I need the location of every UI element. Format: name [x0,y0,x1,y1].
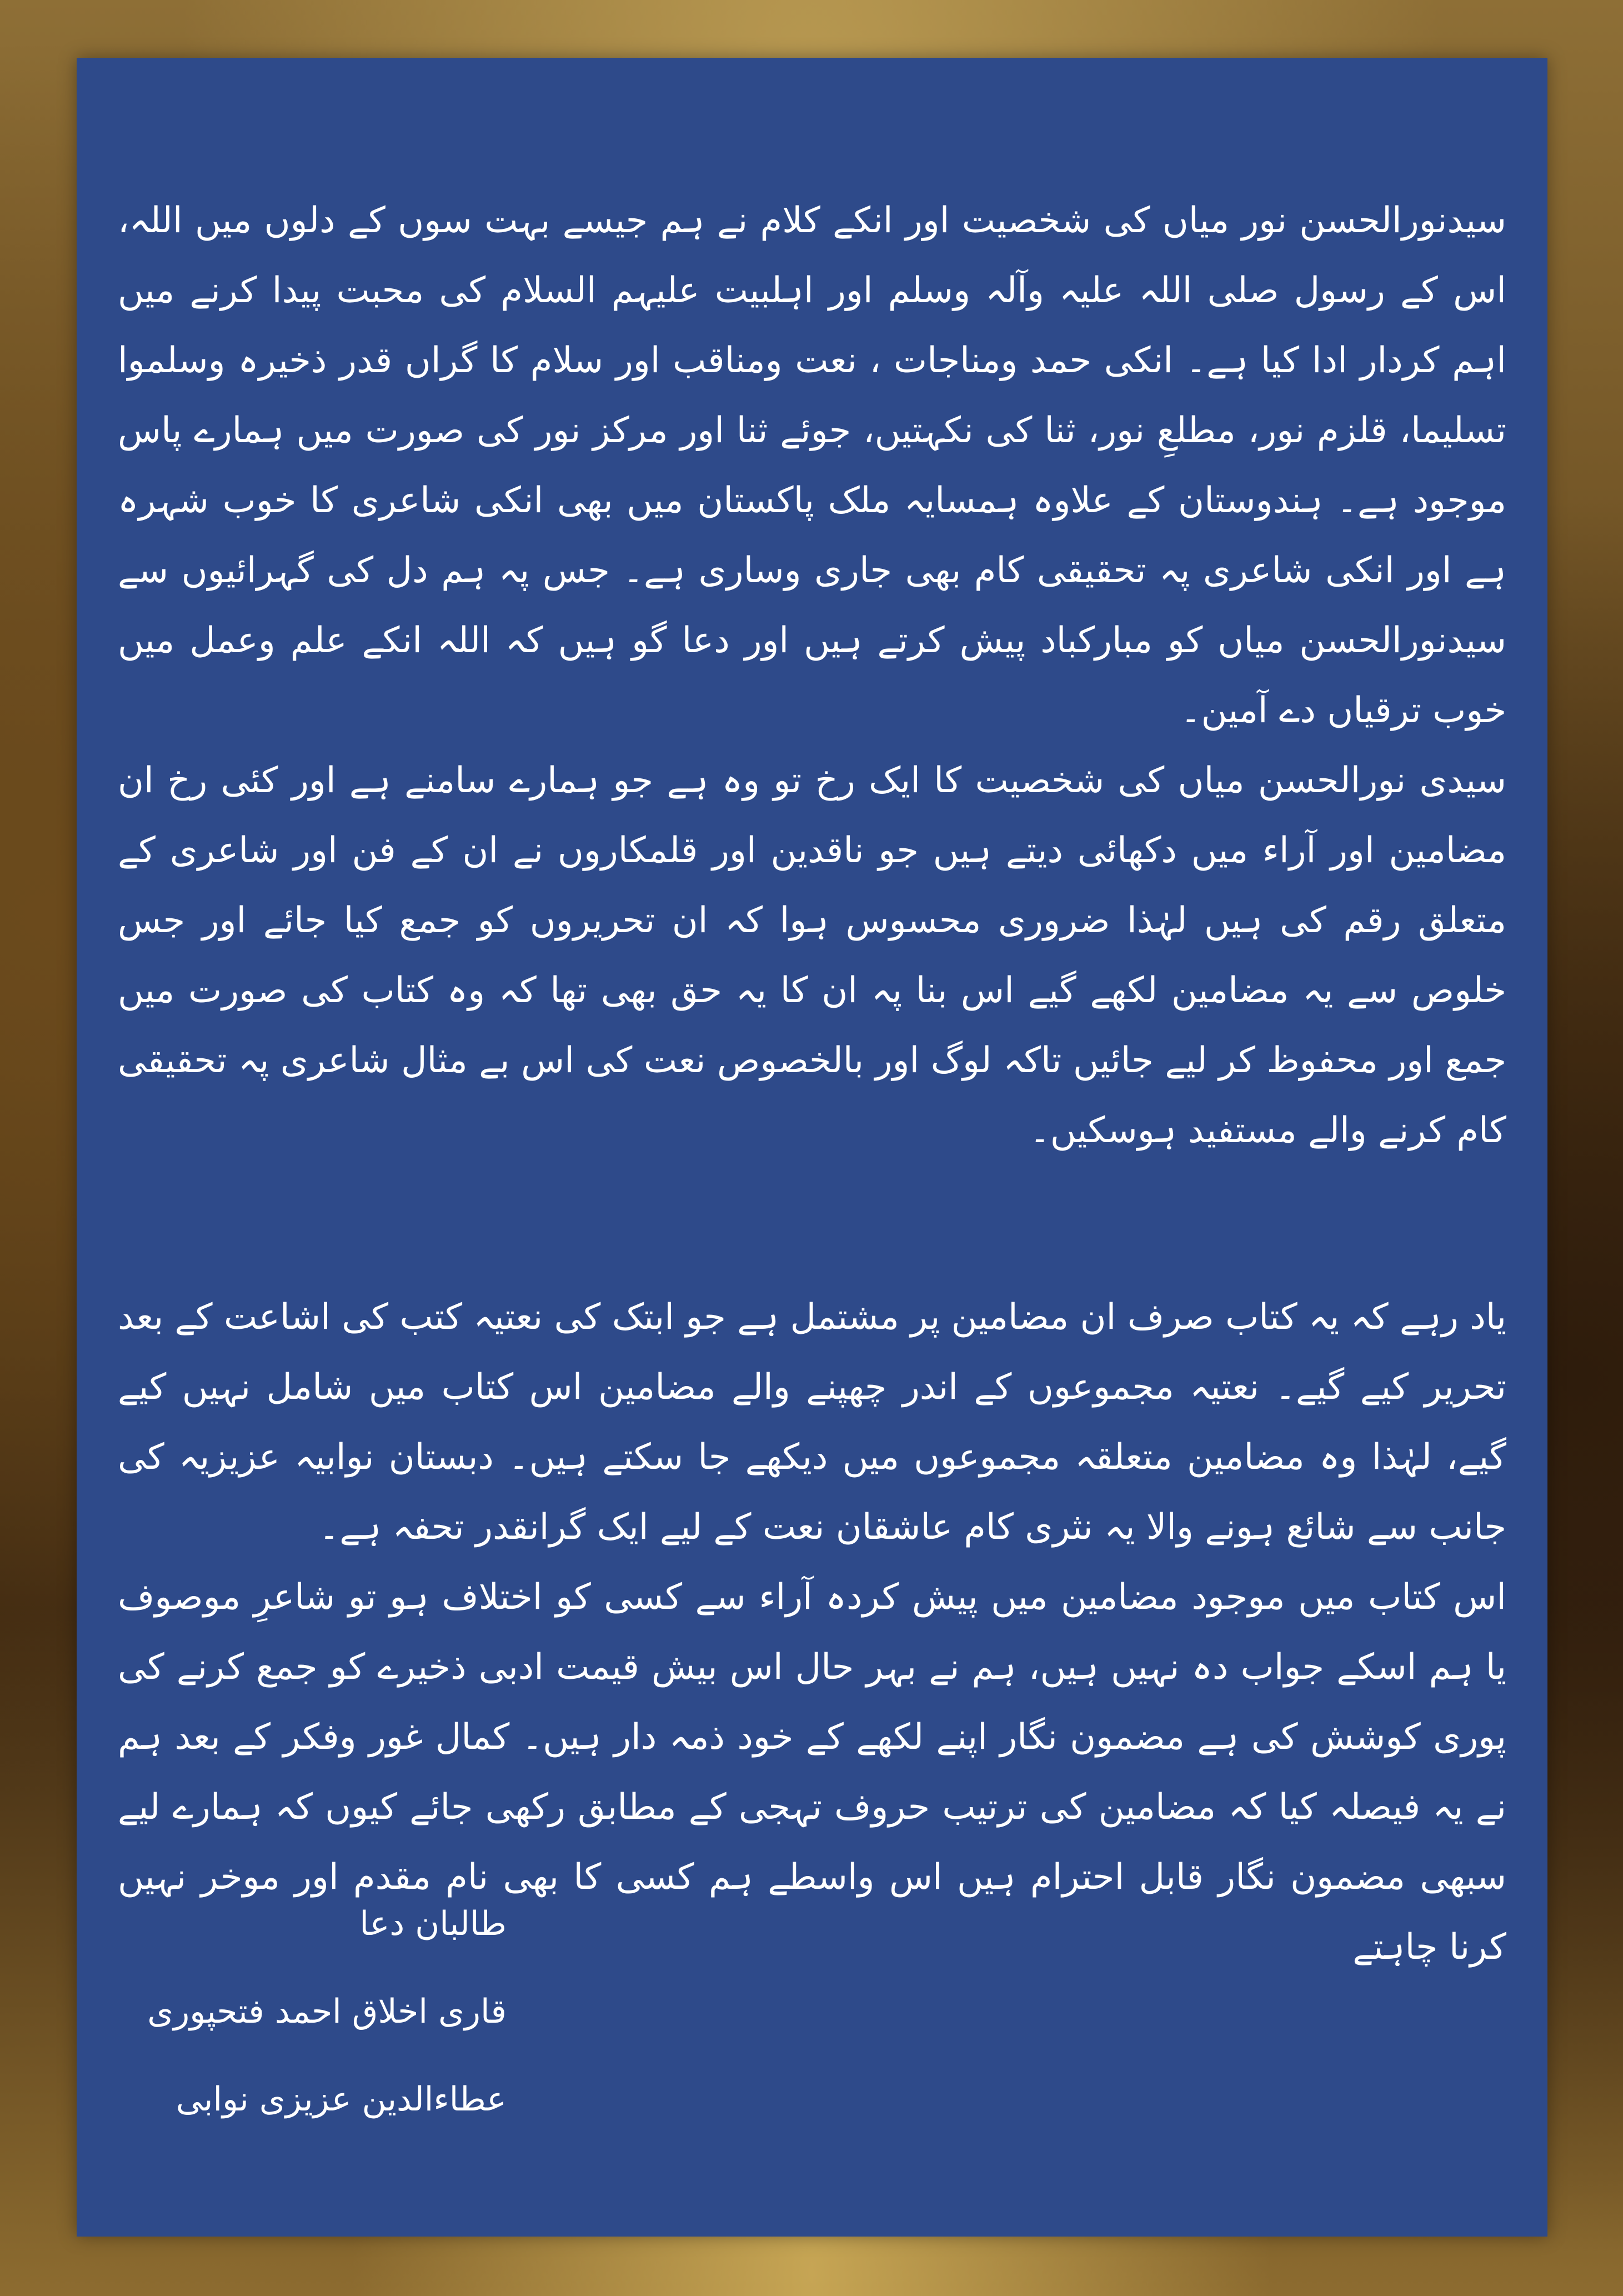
paragraph-intro: سیدنورالحسن نور میاں کی شخصیت اور انکے کلام نے ہم جیسے بہت سوں کے دلوں میں اللہ، اس کے رسول صلی اللہ علیہ وآلہ وسلم اور اہلبیت علیہم السلام کی محبت پیدا کرنے میں اہم کردار ادا کیا ہے۔ انکی حمد ومناجات ، نعت ومناقب اور سلام کا گراں قدر ذخیرہ وسلموا تسلیما، قلزم نور، مطلعِ نور، ثنا کی نکہتیں، جوئے ثنا اور مرکز نور کی صورت میں ہمارے پاس موجود ہے۔ ہندوستان کے علاوہ ہمسایہ ملک پاکستان میں بھی انکی شاعری کا خوب شہرہ ہے اور انکی شاعری پہ تحقیقی کام بھی جاری وساری ہے۔ جس پہ ہم دل کی گہرائیوں سے سیدنورالحسن میاں کو مبارکباد پیش کرتے ہیں اور دعا گو ہیں کہ اللہ انکے علم وعمل میں خوب ترقیاں دے آمین۔ [118,200,1506,731]
signature-name-1: قاری اخلاق احمد فتحپوری [147,1992,507,2031]
text-panel [77,58,1547,2237]
paragraph-aspects: سیدی نورالحسن میاں کی شخصیت کا ایک رخ تو وہ ہے جو ہمارے سامنے ہے اور کئی رخ ان مضامین اور آراء میں دکھائی دیتے ہیں جو ناقدین اور قلمکاروں نے ان کے فن اور شاعری کے متعلق رقم کی ہیں لہٰذا ضروری محسوس ہوا کہ ان تحریروں کو جمع کیا جائے اور جس خلوص سے یہ مضامین لکھے گیے اس بنا پہ ان کا یہ حق بھی تھا کہ وہ کتاب کی صورت میں جمع اور محفوظ کر لیے جائیں تاکہ لوگ اور بالخصوص نعت کی اس بے مثال شاعری پہ تحقیقی کام کرنے والے مستفید ہوسکیں۔ [118,760,1506,1151]
paragraph-disclaimer: اس کتاب میں موجود مضامین میں پیش کردہ آراء سے کسی کو اختلاف ہو تو شاعرِ موصوف یا ہم اسکے جواب دہ نہیں ہیں، ہم نے بہر حال اس بیش قیمت ادبی ذخیرے کو جمع کرنے کی پوری کوشش کی ہے مضمون نگار اپنے لکھے کے خود ذمہ دار ہیں۔ کمال غور وفکر کے بعد ہم نے یہ فیصلہ کیا کہ مضامین کی ترتیب حروف تہجی کے مطابق رکھی جائے کیوں کہ ہمارے لیے سبھی مضمون نگار قابل احترام ہیں اس واسطے ہم کسی کا بھی نام مقدم اور موخر نہیں کرنا چاہتے [118,1577,1506,1968]
signature-name-2: عطاءالدین عزیزی نوابی [176,2080,507,2119]
signature-block [118,1880,507,2143]
signature-heading: طالبان دعا [359,1904,507,1943]
paragraph-gap [118,1165,1506,1282]
paragraph-scope: یاد رہے کہ یہ کتاب صرف ان مضامین پر مشتمل ہے جو ابتک کی نعتیہ کتب کی اشاعت کے بعد تحریر کیے گیے۔ نعتیہ مجموعوں کے اندر چھپنے والے مضامین اس کتاب میں شامل نہیں کیے گیے، لہٰذا وہ مضامین متعلقہ مجموعوں میں دیکھے جا سکتے ہیں۔ دبستان نوابیہ عزیزیہ کی جانب سے شائع ہونے والا یہ نثری کام عاشقان نعت کے لیے ایک گرانقدر تحفہ ہے۔ [118,1297,1506,1548]
